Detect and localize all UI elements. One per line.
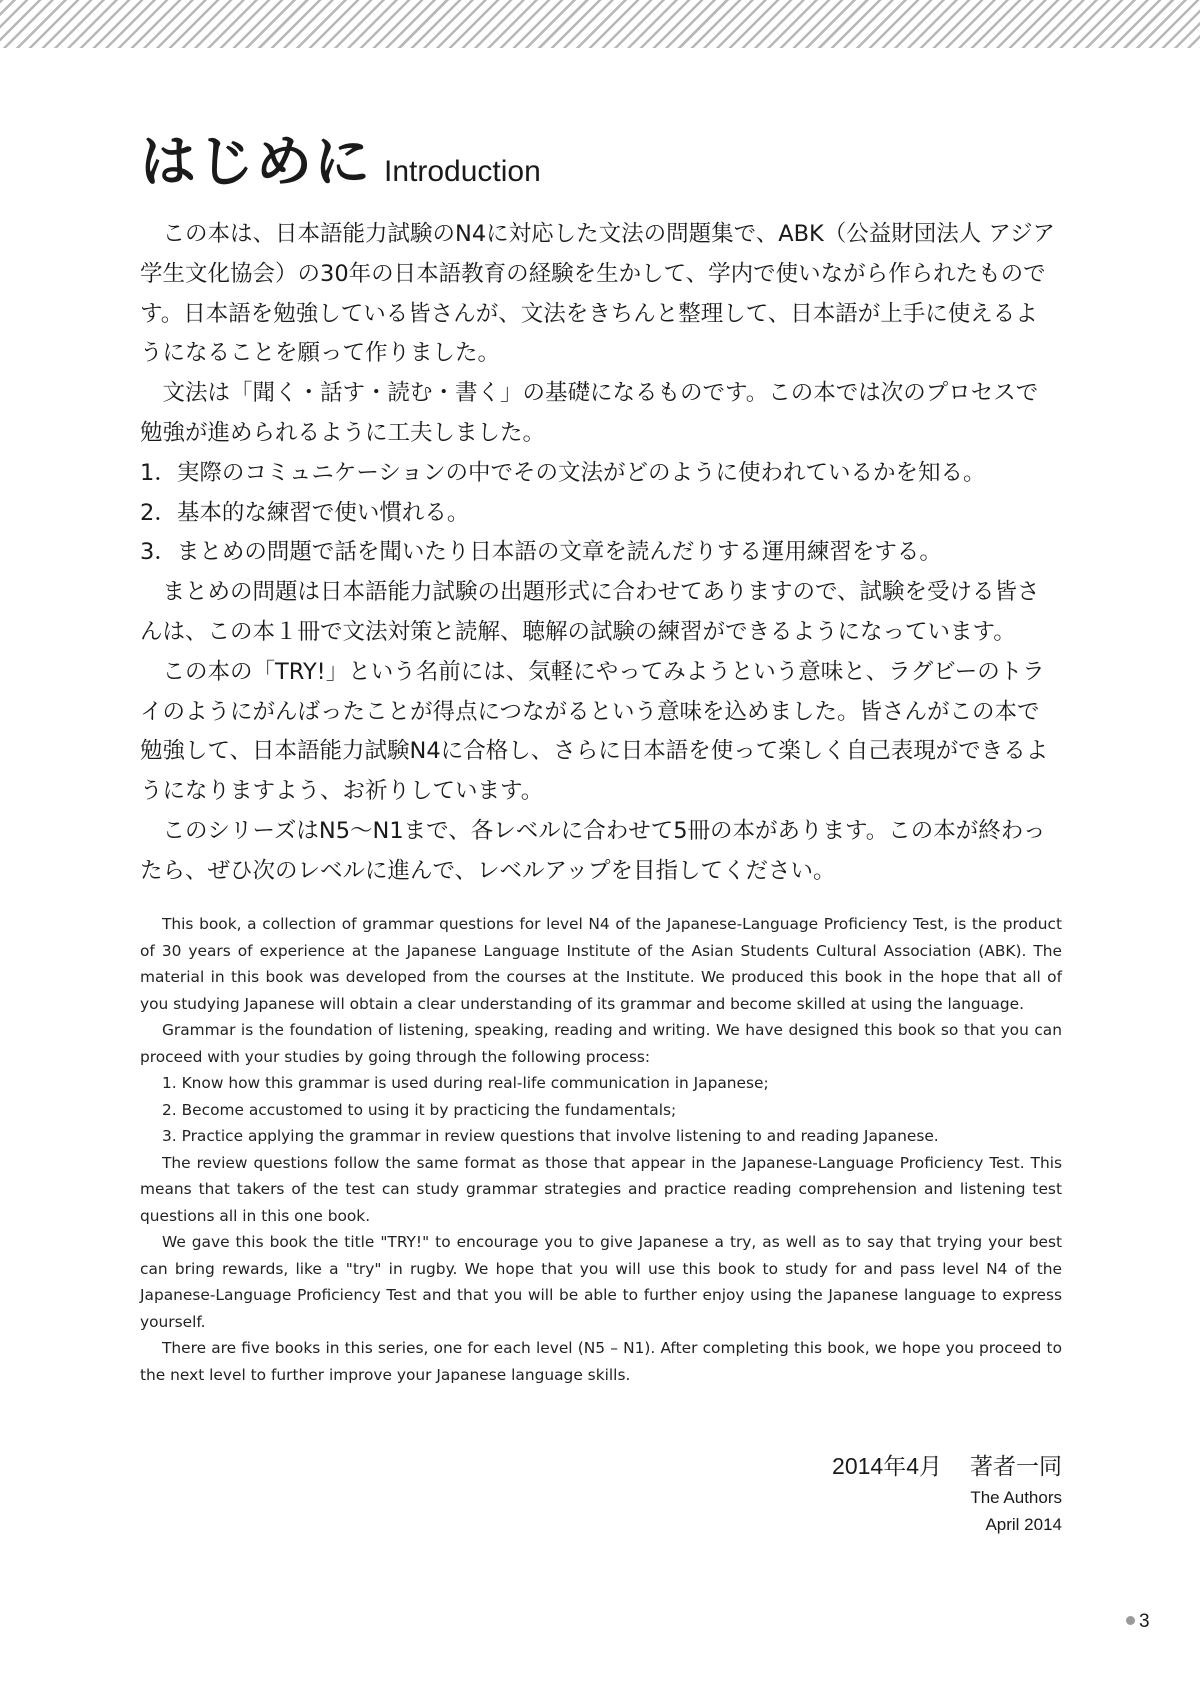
signature-date-en: April 2014 <box>985 1515 1062 1534</box>
jp-paragraph-3: まとめの問題は日本語能力試験の出題形式に合わせてありますので、試験を受ける皆さんは、この本１冊で文法対策と読解、聴解の試験の練習ができるようになっています。 <box>140 579 1040 645</box>
page-title <box>140 128 541 207</box>
jp-paragraph-1: この本は、日本語能力試験のN4に対応した文法の問題集で、ABK（公益財団法人 アジア学生文化協会）の30年の日本語教育の経験を生かして、学内で使いながら作られたものです。日本語を勉強している皆さんが、文法をきちんと整理して、日本語が上手に使えるようになることを願って作りました。 <box>140 221 1056 367</box>
en-paragraph-3: The review questions follow the same format as those that appear in the Japanese-Language Proficiency Test. This means that takers of the test can study grammar strategies and practice reading comprehension and listening test questions all in this one book. <box>140 1153 1062 1225</box>
jp-list-item-3: 3．まとめの問題で話を聞いたり日本語の文章を読んだりする運用練習をする。 <box>140 539 942 566</box>
en-list-item-3: 3. Practice applying the grammar in review questions that involve listening to and reading Japanese. <box>162 1127 939 1145</box>
jp-paragraph-4: この本の「TRY!」という名前には、気軽にやってみようという意味と、ラグビーのトライのようにがんばったことが得点につながるという意味を込めました。皆さんがこの本で勉強して、日本語能力試験N4に合格し、さらに日本語を使って楽しく自己表現ができるようになりますよう、お祈りしています。 <box>140 658 1049 805</box>
en-paragraph-4: We gave this book the title "TRY!" to encourage you to give Japanese a try, as well as to say that trying your best can bring rewards, like a "try" in rugby. We hope that you will use this book to study for and pass level N4 of the Japanese-Language Proficiency Test and that you will be able to further enjoy using the Japanese language to express yourself. <box>140 1233 1062 1331</box>
signature-japanese <box>832 1448 1062 1484</box>
title-english: Introduction <box>384 155 541 188</box>
page-number-text: 3 <box>1139 1611 1150 1632</box>
en-list-item-2: 2. Become accustomed to using it by practicing the fundamentals; <box>162 1100 677 1119</box>
signature-authors-jp: 著者一同 <box>970 1453 1062 1479</box>
title-japanese: はじめに <box>140 130 372 195</box>
signature-date-jp: 2014年4月 <box>832 1453 942 1479</box>
signature-authors-en: The Authors <box>970 1488 1062 1507</box>
en-paragraph-2: Grammar is the foundation of listening, speaking, reading and writing. We have designed this book so that you can proceed with your studies by going through the following process: <box>140 1021 1062 1066</box>
jp-list-item-1: 1．実際のコミュニケーションの中でその文法がどのように使われているかを知る。 <box>140 459 986 486</box>
signature-block <box>832 1448 1062 1538</box>
jp-list-item-2: 2．基本的な練習で使い慣れる。 <box>140 499 470 526</box>
jp-paragraph-2: 文法は「聞く・話す・読む・書く」の基礎になるものです。この本では次のプロセスで勉強が進められるように工夫しました。 <box>140 380 1039 446</box>
header-hatch-band <box>0 0 1200 48</box>
en-paragraph-1: This book, a collection of grammar questions for level N4 of the Japanese-Language Proficiency Test, is the product of 30 years of experience at the Japanese Language Institute of the Asian Students Cultural Association (ABK). The material in this book was developed from the courses at the Institute. We produced this book in the hope that all of you studying Japanese will obtain a clear understanding of its grammar and become skilled at using the language. <box>140 915 1062 1013</box>
english-body <box>140 911 1062 1388</box>
japanese-body <box>140 215 1060 892</box>
page-bullet-icon <box>1126 1616 1135 1625</box>
en-paragraph-5: There are five books in this series, one for each level (N5 – N1). After completing this book, we hope you proceed to the next level to further improve your Japanese language skills. <box>140 1339 1062 1384</box>
jp-paragraph-5: このシリーズはN5～N1まで、各レベルに合わせて5冊の本があります。この本が終わったら、ぜひ次のレベルに進んで、レベルアップを目指してください。 <box>140 817 1046 884</box>
en-list-item-1: 1. Know how this grammar is used during real-life communication in Japanese; <box>162 1074 769 1092</box>
page-number <box>1126 1610 1150 1634</box>
